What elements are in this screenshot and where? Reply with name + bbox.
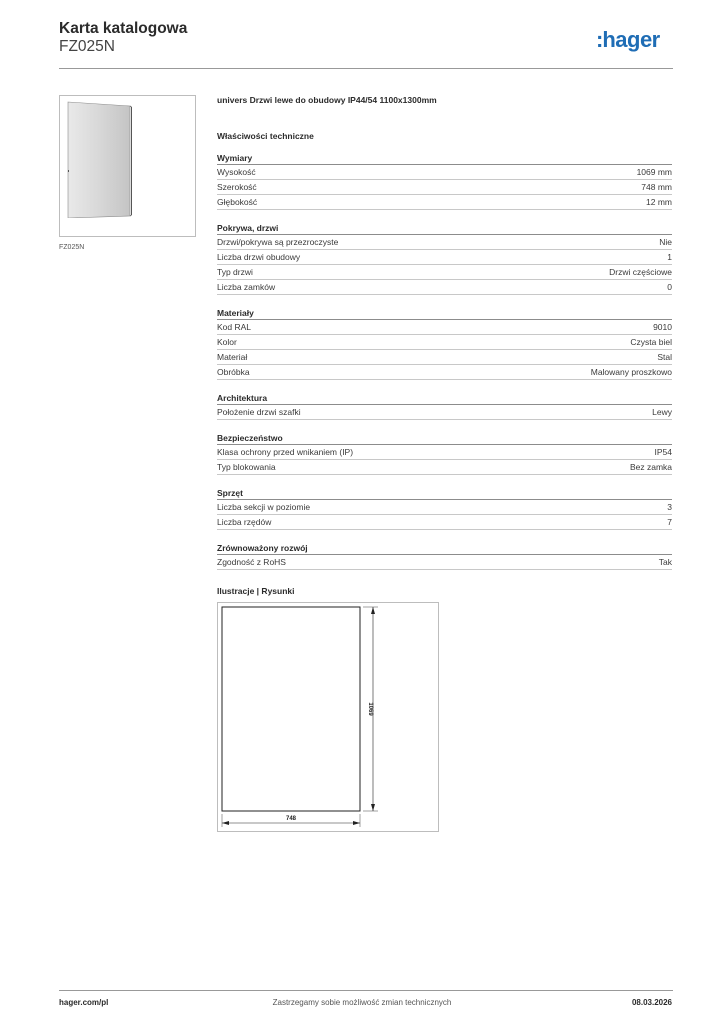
property-value: Tak [658, 557, 672, 567]
product-code-heading: FZ025N [59, 38, 115, 55]
property-label: Kod RAL [217, 322, 252, 332]
property-label: Szerokość [217, 182, 257, 192]
property-value: Bez zamka [629, 462, 672, 472]
illustrations-heading: Ilustracje | Rysunki [217, 586, 295, 596]
footer-date: 08.03.2026 [631, 998, 672, 1007]
property-label: Liczba sekcji w poziomie [217, 502, 311, 512]
property-row [217, 405, 672, 420]
property-row [217, 515, 672, 530]
property-label: Liczba zamków [217, 282, 276, 292]
product-image-caption: FZ025N [59, 244, 85, 251]
property-row [217, 555, 672, 570]
property-group-title: Materiały [217, 308, 672, 320]
property-value: 0 [667, 282, 672, 292]
property-label: Klasa ochrony przed wnikaniem (IP) [217, 447, 354, 457]
property-label: Wysokość [217, 167, 256, 177]
property-group-title: Architektura [217, 393, 672, 405]
property-label: Liczba drzwi obudowy [217, 252, 301, 262]
property-value: 12 mm [646, 197, 672, 207]
footer-website-link[interactable]: hager.com/pl [59, 998, 109, 1007]
property-label: Głębokość [217, 197, 258, 207]
footer-divider [59, 990, 673, 991]
logo-text: hager [602, 27, 660, 52]
property-label: Liczba rzędów [217, 517, 272, 527]
property-groups [217, 153, 672, 570]
logo-mark: : [596, 27, 602, 52]
hager-logo [596, 27, 660, 53]
property-group-title: Pokrywa, drzwi [217, 223, 672, 235]
arrow-up-icon [371, 607, 375, 614]
property-row [217, 460, 672, 475]
product-title: univers Drzwi lewe do obudowy IP44/54 1100x1300mm [217, 95, 437, 105]
property-row [217, 365, 672, 380]
property-group [217, 308, 672, 380]
property-value: Czysta biel [630, 337, 672, 347]
property-value: Drzwi częściowe [609, 267, 672, 277]
property-group [217, 488, 672, 530]
property-value: Nie [659, 237, 672, 247]
property-row [217, 445, 672, 460]
header-divider [59, 68, 673, 69]
property-group [217, 153, 672, 210]
property-label: Drzwi/pokrywa są przezroczyste [217, 237, 339, 247]
property-row [217, 500, 672, 515]
property-row [217, 165, 672, 180]
property-label: Typ drzwi [217, 267, 253, 277]
arrow-left-icon [222, 821, 229, 825]
property-value: 1 [667, 252, 672, 262]
property-group-title: Wymiary [217, 153, 672, 165]
door-outline [222, 607, 360, 811]
arrow-down-icon [371, 804, 375, 811]
height-dimension-label: 1069 [367, 702, 373, 716]
product-image-frame [59, 95, 196, 237]
arrow-right-icon [353, 821, 360, 825]
property-group-title: Zrównoważony rozwój [217, 543, 672, 555]
property-label: Obróbka [217, 367, 250, 377]
width-dimension-label: 748 [285, 816, 297, 822]
property-value: 9010 [653, 322, 672, 332]
dimension-drawing-frame [217, 602, 439, 832]
property-value: Stal [657, 352, 672, 362]
property-value: 3 [667, 502, 672, 512]
property-value: 7 [667, 517, 672, 527]
property-label: Kolor [217, 337, 237, 347]
property-row [217, 350, 672, 365]
footer-disclaimer: Zastrzegamy sobie możliwość zmian technicznych [272, 998, 452, 1007]
property-row [217, 250, 672, 265]
property-value: Lewy [652, 407, 672, 417]
property-row [217, 335, 672, 350]
property-row [217, 235, 672, 250]
property-label: Zgodność z RoHS [217, 557, 286, 567]
property-value: IP54 [654, 447, 672, 457]
property-row [217, 265, 672, 280]
property-row [217, 180, 672, 195]
property-value: 1069 mm [636, 167, 672, 177]
property-value: 748 mm [641, 182, 672, 192]
technical-properties-heading: Właściwości techniczne [217, 131, 314, 141]
property-label: Typ blokowania [217, 462, 276, 472]
property-label: Materiał [217, 352, 248, 362]
property-row [217, 320, 672, 335]
document-title: Karta katalogowa [59, 20, 188, 37]
door-panel-image [66, 100, 132, 218]
technical-content [217, 95, 672, 596]
property-group [217, 393, 672, 420]
property-group-title: Bezpieczeństwo [217, 433, 672, 445]
property-group [217, 223, 672, 295]
property-group [217, 543, 672, 570]
property-row [217, 195, 672, 210]
dimension-drawing [218, 603, 438, 831]
property-group-title: Sprzęt [217, 488, 672, 500]
property-label: Położenie drzwi szafki [217, 407, 301, 417]
property-group [217, 433, 672, 475]
property-row [217, 280, 672, 295]
property-value: Malowany proszkowo [590, 367, 672, 377]
